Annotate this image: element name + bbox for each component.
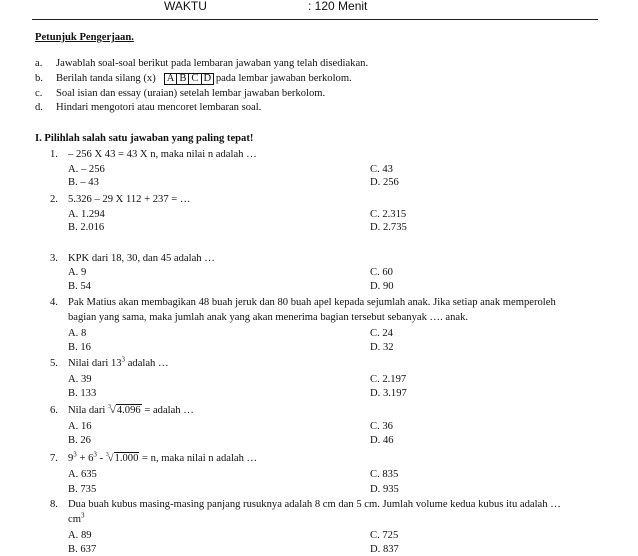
petunjuk-a: Jawablah soal-soal berikut pada lembaran jawaban yang telah disediakan.	[56, 58, 369, 69]
option-d: D. 935	[370, 484, 399, 495]
question-text: KPK dari 18, 30, dan 45 adalah …	[68, 253, 215, 264]
option-b: B. – 43	[68, 177, 99, 188]
option-c: C. 835	[370, 469, 399, 480]
question-text-part: = n, maka nilai n adalah …	[139, 453, 258, 464]
cube-root: $^3$√4.096	[108, 404, 141, 416]
question-number: 5.	[50, 358, 58, 369]
petunjuk-letter-d: d.	[35, 102, 43, 113]
option-a: A. 1.294	[68, 209, 105, 220]
option-b: B. 2.016	[68, 222, 105, 233]
question-text-part: -	[96, 453, 106, 464]
option-b: B. 54	[68, 281, 91, 292]
petunjuk-letter-c: c.	[35, 88, 43, 99]
option-b: B. 16	[68, 342, 91, 353]
question-text-line2	[68, 513, 84, 526]
question-text-part: = adalah …	[141, 405, 194, 416]
petunjuk-title: Petunjuk Pengerjaan.	[35, 32, 134, 43]
option-c: C. 24	[370, 328, 393, 339]
answer-box-d: D	[201, 73, 215, 85]
exponent: 3	[93, 450, 97, 459]
option-a: A. 16	[68, 421, 92, 432]
option-a: A. 89	[68, 530, 92, 541]
option-c: C. 2.197	[370, 374, 407, 385]
petunjuk-b-post: pada lembar jawaban berkolom.	[215, 73, 352, 84]
option-b: B. 26	[68, 435, 91, 446]
waktu-value: : 120 Menit	[308, 0, 368, 13]
exponent: 3	[73, 450, 77, 459]
root-index: 3	[105, 452, 109, 458]
option-c: C. 43	[370, 164, 393, 175]
question-text-part: adalah …	[125, 358, 169, 369]
question-number: 6.	[50, 405, 58, 416]
question-text-part: 9	[68, 453, 74, 464]
option-c: C. 60	[370, 267, 393, 278]
waktu-label: WAKTU	[164, 0, 207, 13]
option-a: A. 8	[68, 328, 87, 339]
question-text-part: cm	[68, 514, 81, 525]
option-d: D. 837	[370, 544, 399, 555]
petunjuk-d: Hindari mengotori atau mencoret lembaran soal.	[56, 102, 262, 113]
question-number: 7.	[50, 453, 58, 464]
exponent: 3	[80, 511, 85, 520]
question-number: 3.	[50, 253, 58, 264]
option-c: C. 725	[370, 530, 399, 541]
petunjuk-c: Soal isian dan essay (uraian) setelah lembar jawaban berkolom.	[56, 88, 326, 99]
option-d: D. 256	[370, 177, 399, 188]
option-d: D. 32	[370, 342, 394, 353]
question-text	[68, 404, 194, 419]
question-text-part: Nilai dari 13	[68, 358, 122, 369]
option-d: D. 2.735	[370, 222, 407, 233]
question-text-part: Nila dari	[68, 405, 109, 416]
option-a: A. 635	[68, 469, 97, 480]
question-text: Dua buah kubus masing-masing panjang rusuknya adalah 8 cm dan 5 cm. Jumlah volume kedua kubus itu adalah …	[68, 499, 561, 510]
question-text: Pak Matius akan membagikan 48 buah jeruk dan 80 buah apel kepada sejumlah anak. Jika setiap anak memperoleh	[68, 297, 556, 308]
option-b: B. 735	[68, 484, 97, 495]
question-text: – 256 X 43 = 43 X n, maka nilai n adalah …	[68, 149, 257, 160]
question-number: 8.	[50, 499, 58, 510]
question-text	[68, 357, 169, 370]
exponent: 3	[121, 355, 126, 364]
section-title: I. Pilihlah salah satu jawaban yang paling tepat!	[35, 133, 254, 144]
question-text	[68, 452, 257, 467]
option-d: D. 46	[370, 435, 394, 446]
radicand: 4.096	[116, 405, 141, 416]
cube-root: $^3$√1.000	[105, 452, 139, 464]
option-d: D. 90	[370, 281, 394, 292]
question-text-line2: bagian yang sama, maka jumlah anak yang akan menerima bagian tersebut sebanyak …. anak.	[68, 312, 469, 323]
petunjuk-b	[56, 72, 352, 85]
answer-box-b: B	[176, 73, 189, 85]
petunjuk-letter-b: b.	[35, 73, 43, 84]
petunjuk-b-pre: Berilah tanda silang (x)	[56, 73, 156, 84]
question-number: 2.	[50, 194, 58, 205]
petunjuk-letter-a: a.	[35, 58, 43, 69]
option-a: A. 9	[68, 267, 87, 278]
question-text-part: + 6	[76, 453, 94, 464]
option-a: A. 39	[68, 374, 92, 385]
option-c: C. 36	[370, 421, 393, 432]
question-number: 1.	[50, 149, 58, 160]
option-a: A. – 256	[68, 164, 105, 175]
answer-box-a: A	[164, 73, 178, 85]
option-b: B. 133	[68, 388, 97, 399]
root-index: 3	[108, 404, 112, 410]
option-b: B. 637	[68, 544, 97, 555]
answer-box-c: C	[188, 73, 201, 85]
question-number: 4.	[50, 297, 58, 308]
option-c: C. 2.315	[370, 209, 407, 220]
question-text: 5.326 – 29 X 112 + 237 = …	[68, 194, 191, 205]
option-d: D. 3.197	[370, 388, 407, 399]
radicand: 1.000	[114, 453, 139, 464]
header-divider	[32, 19, 598, 20]
